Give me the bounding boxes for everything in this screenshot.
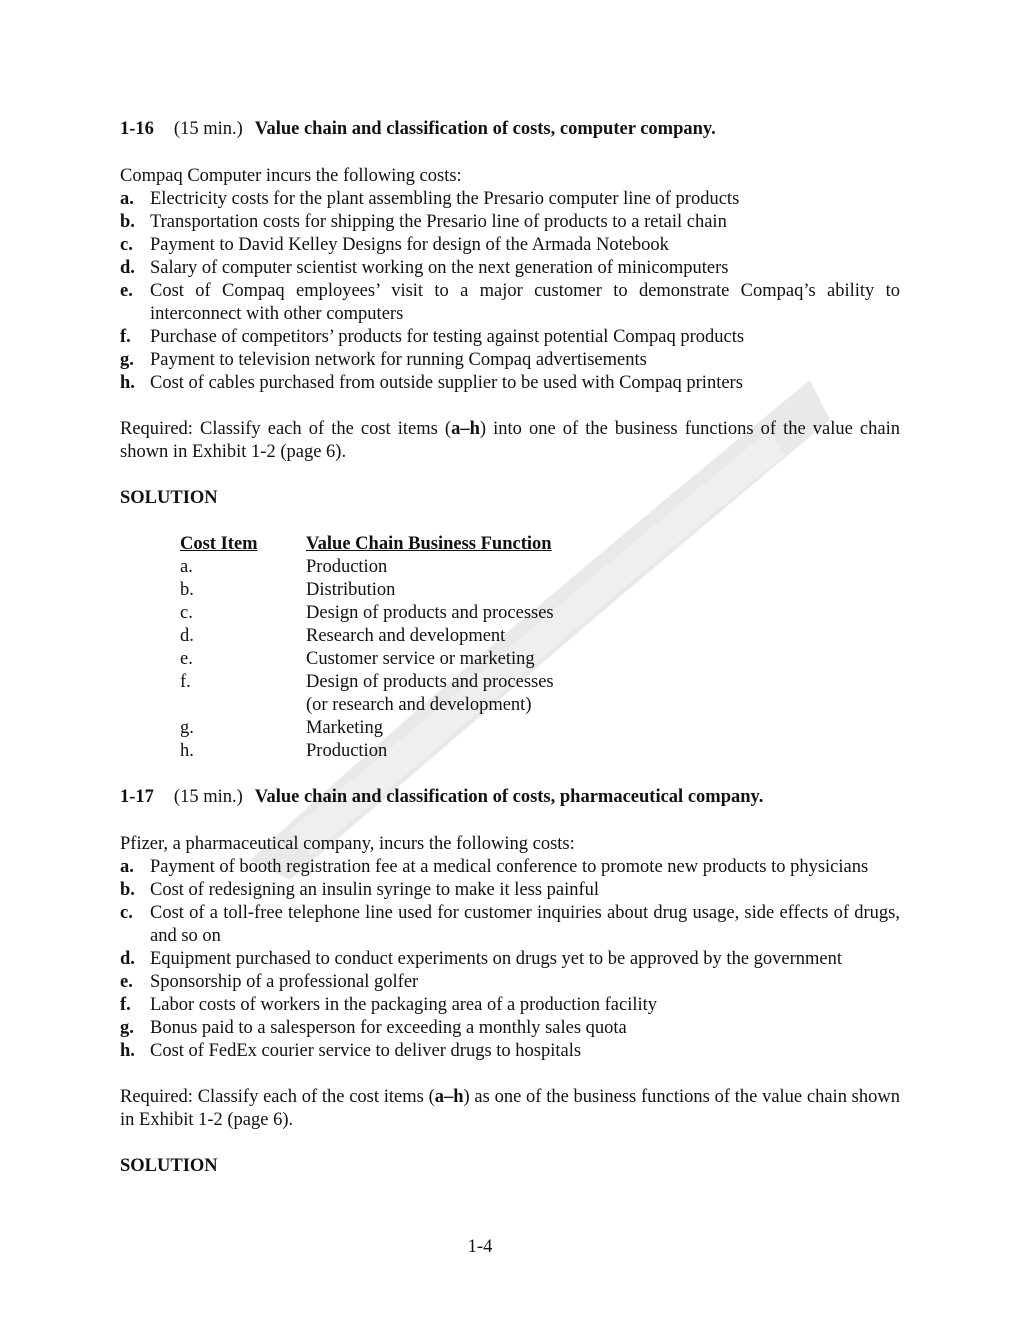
item-letter: a. — [120, 857, 134, 877]
cell-item: e. — [180, 649, 193, 669]
cell-item: c. — [180, 603, 193, 623]
item-text: Purchase of competitors’ products for testing against potential Compaq products — [150, 327, 745, 347]
cell-item: g. — [180, 718, 194, 738]
cell-item: f. — [180, 672, 191, 692]
item-letter: g. — [120, 1018, 134, 1038]
cell-function: Design of products and processes — [306, 672, 554, 692]
item-letter: f. — [120, 327, 131, 347]
item-text: Electricity costs for the plant assembling the Presario computer line of products — [150, 189, 740, 209]
cell-function: Marketing — [306, 718, 384, 738]
problem-time: (15 min.) — [173, 119, 243, 139]
cell-function: Production — [306, 557, 388, 577]
item-letter: a. — [120, 189, 134, 209]
item-text: Bonus paid to a salesperson for exceeding a monthly sales quota — [150, 1018, 627, 1038]
problem-number: 1-17 — [120, 787, 154, 807]
cell-item — [180, 694, 306, 717]
list-item — [120, 326, 900, 349]
list-item — [120, 257, 900, 280]
item-letter: e. — [120, 281, 133, 301]
cell-function: Production — [306, 741, 388, 761]
header-business-function: Value Chain Business Function — [306, 534, 552, 554]
list-item — [120, 1040, 900, 1063]
cell-item: d. — [180, 626, 194, 646]
list-item — [120, 948, 900, 971]
table-row — [180, 625, 900, 648]
list-item — [120, 349, 900, 372]
list-item — [120, 372, 900, 395]
item-text: Salary of computer scientist working on the next generation of minicomputers — [150, 258, 729, 278]
item-letter: b. — [120, 880, 135, 900]
item-letter: b. — [120, 212, 135, 232]
list-item — [120, 1017, 900, 1040]
item-text: Payment to David Kelley Designs for design of the Armada Notebook — [150, 235, 669, 255]
required-text-end: ) as one of the business functions of the value chain shown in Exhibit 1-2 (page 6). — [120, 1087, 900, 1130]
table-row — [180, 556, 900, 579]
solution-table — [180, 533, 900, 763]
list-item — [120, 856, 900, 879]
page-number: 1-4 — [467, 1237, 493, 1257]
item-text: Cost of cables purchased from outside supplier to be used with Compaq printers — [150, 373, 743, 393]
cell-item: h. — [180, 741, 194, 761]
solution-label: SOLUTION — [120, 1156, 218, 1176]
table-row — [180, 740, 900, 763]
document-page — [120, 118, 900, 1178]
cell-function: Distribution — [306, 580, 396, 600]
item-text: Transportation costs for shipping the Presario line of products to a retail chain — [150, 212, 727, 232]
problem-1-16-heading — [120, 118, 900, 141]
required-text-start: Required: Classify each of the cost items ( — [120, 1087, 435, 1107]
problem-title: Value chain and classification of costs, computer company. — [254, 119, 716, 139]
item-text: Cost of FedEx courier service to deliver drugs to hospitals — [150, 1041, 582, 1061]
list-item — [120, 994, 900, 1017]
table-row — [180, 602, 900, 625]
cell-function: Customer service or marketing — [306, 649, 535, 669]
item-text: Payment to television network for running Compaq advertisements — [150, 350, 647, 370]
problem-number: 1-16 — [120, 119, 154, 139]
list-item — [120, 902, 900, 948]
item-text: Equipment purchased to conduct experiments on drugs yet to be approved by the government — [150, 949, 843, 969]
problem-intro: Pfizer, a pharmaceutical company, incurs the following costs: — [120, 834, 575, 854]
item-letter: h. — [120, 373, 135, 393]
list-item — [120, 211, 900, 234]
cell-function: Research and development — [306, 626, 506, 646]
table-row — [180, 579, 900, 602]
required-range: a–h — [434, 1087, 464, 1107]
problem-intro: Compaq Computer incurs the following costs: — [120, 166, 462, 186]
table-header — [180, 533, 900, 556]
item-letter: h. — [120, 1041, 135, 1061]
cell-function: (or research and development) — [306, 695, 532, 715]
problem-1-17-heading — [120, 786, 900, 809]
item-letter: e. — [120, 972, 133, 992]
item-text: Sponsorship of a professional golfer — [150, 972, 419, 992]
item-letter: g. — [120, 350, 134, 370]
table-row — [180, 671, 900, 694]
item-letter: d. — [120, 258, 135, 278]
cost-items-list — [120, 856, 900, 1063]
item-text: Payment of booth registration fee at a medical conference to promote new products to physicians — [150, 857, 869, 877]
table-row — [180, 694, 900, 717]
required-instruction — [120, 418, 900, 464]
item-letter: c. — [120, 235, 133, 255]
header-cost-item: Cost Item — [180, 534, 258, 554]
problem-title: Value chain and classification of costs, pharmaceutical company. — [254, 787, 764, 807]
item-text: Cost of redesigning an insulin syringe to make it less painful — [150, 880, 600, 900]
list-item — [120, 280, 900, 326]
required-text-end: ) into one of the business functions of the value chain shown in Exhibit 1-2 (page 6). — [120, 419, 900, 462]
solution-label: SOLUTION — [120, 488, 218, 508]
table-row — [180, 717, 900, 740]
item-letter: c. — [120, 903, 133, 923]
problem-time: (15 min.) — [173, 787, 243, 807]
list-item — [120, 188, 900, 211]
required-text-start: Required: Classify each of the cost items ( — [120, 419, 452, 439]
item-text: Labor costs of workers in the packaging area of a production facility — [150, 995, 658, 1015]
cell-function: Design of products and processes — [306, 603, 554, 623]
required-instruction — [120, 1086, 900, 1132]
item-letter: f. — [120, 995, 131, 1015]
list-item — [120, 234, 900, 257]
table-row — [180, 648, 900, 671]
item-letter: d. — [120, 949, 135, 969]
list-item — [120, 879, 900, 902]
item-text: Cost of a toll-free telephone line used for customer inquiries about drug usage, side effects of drugs, and so on — [150, 903, 900, 946]
cost-items-list — [120, 188, 900, 395]
item-text: Cost of Compaq employees’ visit to a major customer to demonstrate Compaq’s ability to interconnect with other computers — [150, 281, 900, 324]
cell-item: a. — [180, 557, 193, 577]
required-range: a–h — [451, 419, 480, 439]
list-item — [120, 971, 900, 994]
cell-item: b. — [180, 580, 194, 600]
